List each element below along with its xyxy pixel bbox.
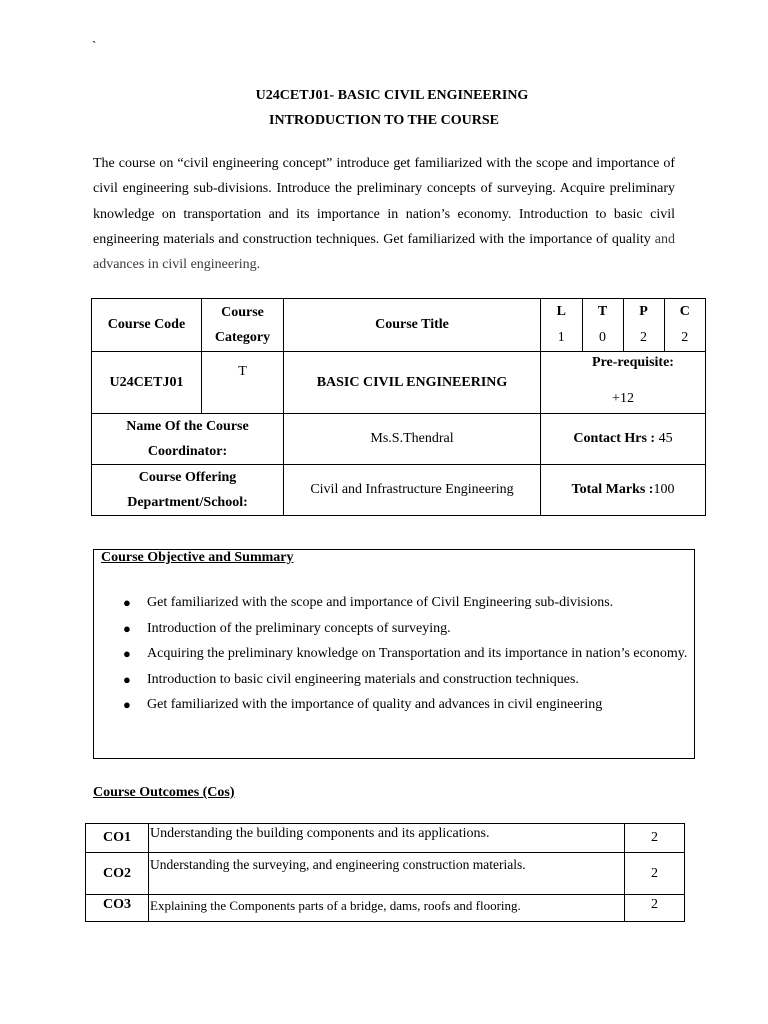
outcome-credit: 2 bbox=[625, 895, 685, 922]
course-code-value: U24CETJ01 bbox=[92, 352, 202, 414]
table-row bbox=[86, 853, 685, 895]
ltpc-header-l: L bbox=[556, 304, 566, 319]
outcome-id: CO2 bbox=[86, 853, 149, 895]
course-objective-box bbox=[93, 549, 695, 759]
ltpc-value-p: 2 bbox=[623, 325, 664, 351]
intro-text-end: and advances in civil engineering. bbox=[93, 231, 675, 273]
objective-item bbox=[94, 667, 694, 693]
bullet-icon: ● bbox=[123, 697, 131, 712]
objective-list bbox=[94, 590, 694, 718]
outcome-description: Understanding the building components and its applications. bbox=[149, 824, 625, 853]
objective-text: Get familiarized with the scope and importance of Civil Engineering sub-divisions. bbox=[147, 595, 614, 610]
outcome-id: CO1 bbox=[86, 824, 149, 853]
outcome-id: CO3 bbox=[86, 895, 149, 922]
intro-paragraph bbox=[93, 151, 675, 277]
coordinator-label: Name Of the Course Coordinator: bbox=[92, 414, 284, 465]
total-marks-value: 100 bbox=[653, 482, 675, 497]
course-code-header: Course Code bbox=[92, 299, 202, 352]
ltpc-value-l: 1 bbox=[557, 330, 565, 345]
ltpc-value-t: 0 bbox=[582, 325, 623, 351]
course-title-header: Course Title bbox=[284, 299, 541, 352]
course-info-table bbox=[91, 298, 706, 516]
objective-text: Acquiring the preliminary knowledge on Transportation and its importance in nation’s economy. bbox=[147, 646, 688, 661]
prerequisite-label: Pre-requisite: bbox=[592, 355, 674, 370]
objective-title: Course Objective and Summary bbox=[101, 550, 294, 565]
bullet-icon: ● bbox=[123, 620, 131, 636]
outcome-credit: 2 bbox=[625, 824, 685, 853]
outcome-description: Explaining the Components parts of a bridge, dams, roofs and flooring. bbox=[149, 895, 625, 922]
contact-hours-value: 45 bbox=[655, 431, 673, 446]
objective-text: Introduction of the preliminary concepts of surveying. bbox=[147, 620, 451, 636]
total-marks-label: Total Marks : bbox=[571, 482, 654, 497]
objective-item bbox=[94, 616, 694, 642]
contact-hours-cell bbox=[541, 414, 706, 465]
ltpc-header-p: P bbox=[623, 299, 664, 325]
course-category-header: Course Category bbox=[202, 299, 284, 352]
ltpc-value-c: 2 bbox=[664, 325, 705, 351]
objective-item bbox=[94, 590, 694, 616]
course-title-heading: U24CETJ01- BASIC CIVIL ENGINEERING bbox=[255, 88, 529, 103]
course-category-value: T bbox=[202, 352, 284, 414]
course-title-value: BASIC CIVIL ENGINEERING bbox=[284, 352, 541, 414]
objective-item bbox=[94, 641, 694, 667]
department-label: Course Offering Department/School: bbox=[92, 465, 284, 516]
table-row bbox=[86, 824, 685, 853]
objective-item bbox=[94, 692, 694, 718]
intro-heading: INTRODUCTION TO THE COURSE bbox=[269, 113, 499, 128]
contact-hours-label: Contact Hrs : bbox=[573, 431, 656, 446]
objective-text: Introduction to basic civil engineering materials and construction techniques. bbox=[147, 671, 579, 687]
objective-text: Get familiarized with the importance of quality and advances in civil engineering bbox=[147, 697, 603, 712]
ltpc-cell bbox=[541, 299, 706, 352]
bullet-icon: ● bbox=[123, 646, 131, 661]
prerequisite-cell bbox=[541, 352, 706, 414]
outcome-credit: 2 bbox=[625, 853, 685, 895]
outcome-description: Understanding the surveying, and engineering construction materials. bbox=[149, 853, 625, 895]
prerequisite-value: +12 bbox=[612, 391, 634, 406]
coordinator-value: Ms.S.Thendral bbox=[284, 414, 541, 465]
bullet-icon: ● bbox=[123, 671, 131, 687]
department-value: Civil and Infrastructure Engineering bbox=[284, 465, 541, 516]
course-outcomes-table bbox=[85, 823, 685, 922]
table-row bbox=[86, 895, 685, 922]
intro-text: The course on “civil engineering concept” introduce get familiarized with the scope and importance of civil engineering sub-divisions. Introduce the preliminary concepts of surveying. Acquire preliminary knowledge on transportation and its importance in nation’s economy. Introduction to basic civil engineering materials and construction techniques. Get familiarized with the importance of quality bbox=[93, 156, 675, 247]
bullet-icon: ● bbox=[123, 595, 131, 610]
ltpc-header-c: C bbox=[664, 299, 705, 325]
total-marks-cell bbox=[541, 465, 706, 516]
outcomes-title: Course Outcomes (Cos) bbox=[93, 785, 235, 800]
stray-mark: ` bbox=[92, 38, 97, 53]
ltpc-header-t: T bbox=[582, 299, 623, 325]
